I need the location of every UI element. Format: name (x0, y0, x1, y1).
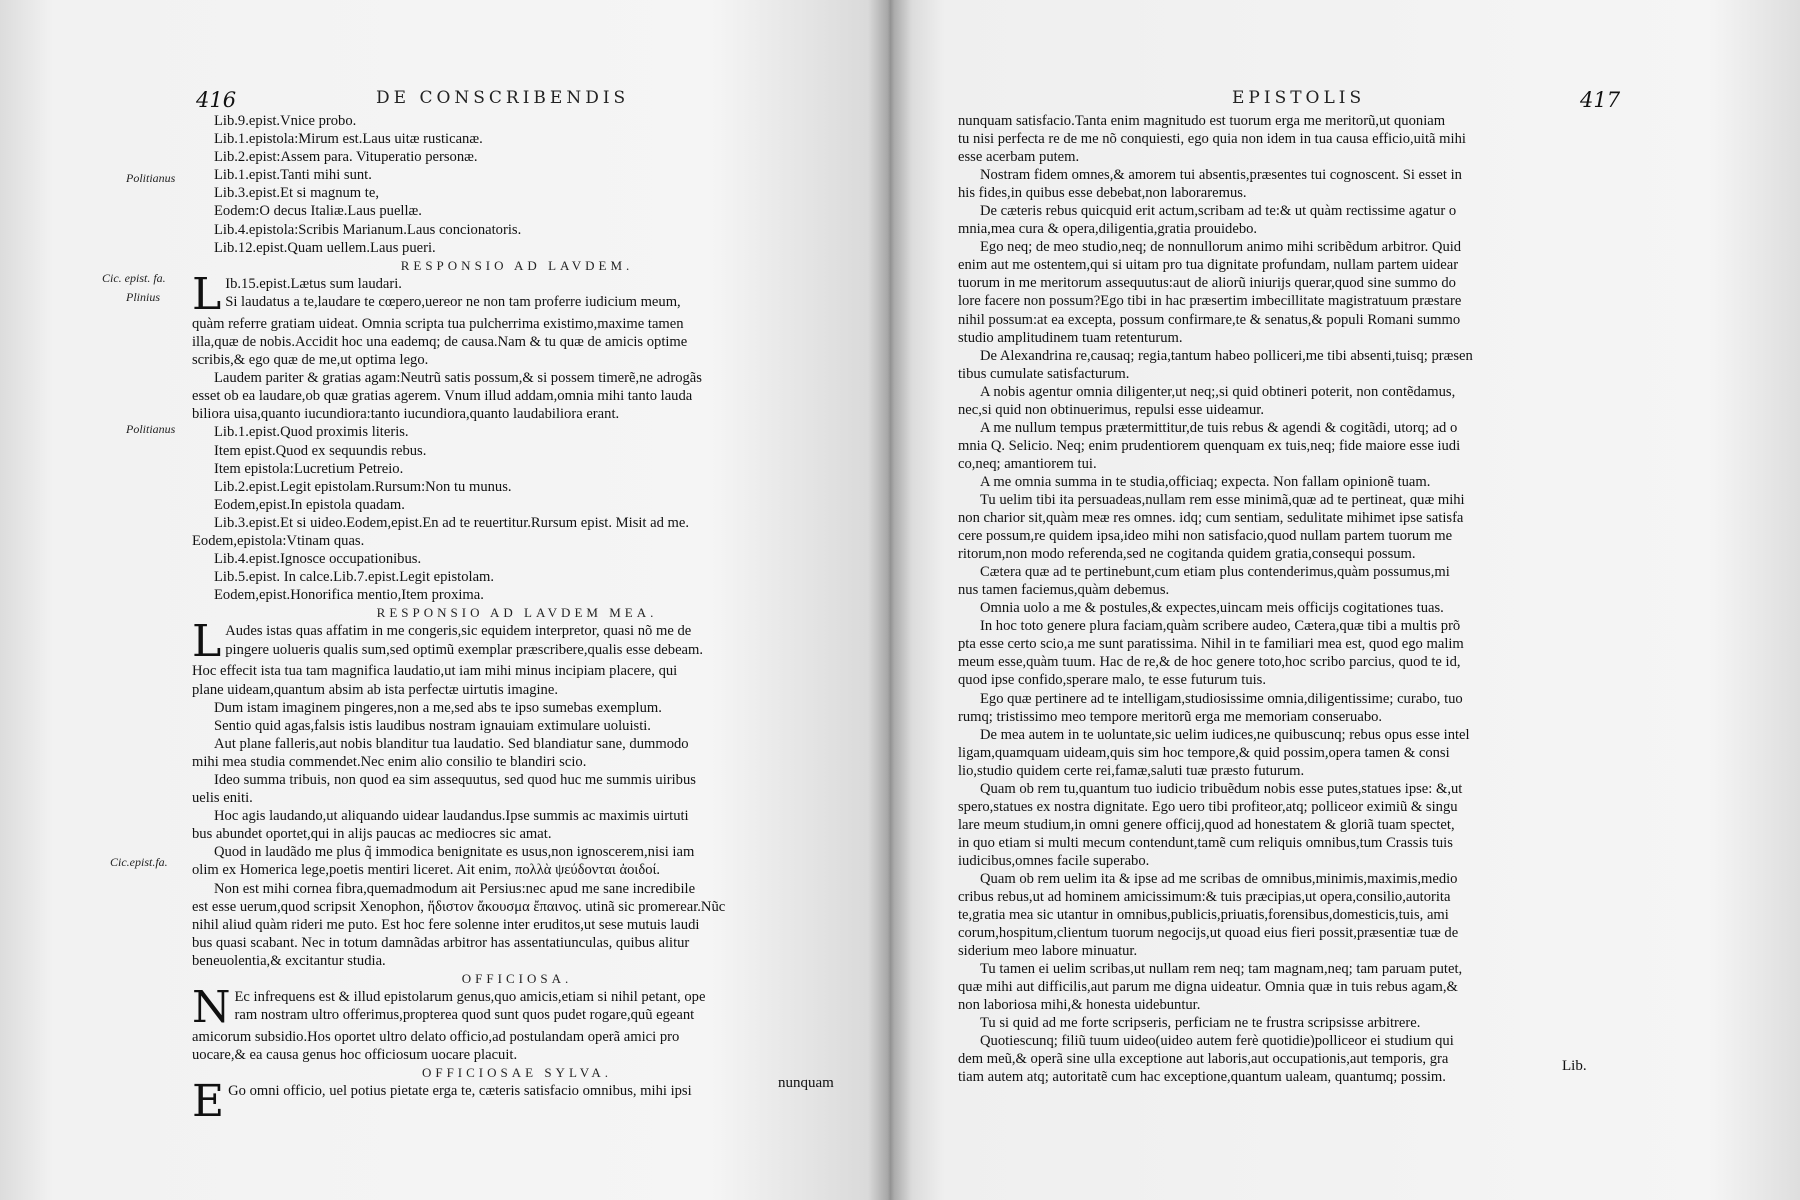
text-line: Lib.12.epist.Quam uellem.Laus pueri. (214, 239, 436, 256)
text-line: his fides,in quibus esse debebat,non laboraremus. (958, 185, 1247, 202)
text-line: In hoc toto genere plura faciam,quàm scribere audeo, Cætera,quæ tibi a multis prõ (980, 618, 1461, 635)
text-line: Item epist.Quod ex sequundis rebus. (214, 442, 427, 459)
text-line: ritorum,non modo referenda,sed ne cogitanda quidem gratia,consequi possum. (958, 546, 1416, 563)
margin-note: Plinius (126, 290, 161, 304)
text-line: Ib.15.epist.Lætus sum laudari. (225, 275, 402, 292)
right-running-head: EPISTOLIS (1232, 88, 1366, 108)
text-line: biliora uisa,quanto iucundiora:tanto iucundiora,quanto laudabiliora erant. (192, 406, 620, 423)
text-line: plane uideam,quantum absim ab ista perfectæ uirtutis imagine. (192, 681, 558, 698)
drop-cap: L (192, 616, 222, 668)
right-catchword: Lib. (1562, 1058, 1587, 1074)
text-line: Eodem,epist.Honorifica mentio,Item proxima. (214, 587, 484, 604)
text-line: De Alexandrina re,causaq; regia,tantum habeo polliceri,me tibi absenti,tuisq; præsen (980, 347, 1473, 364)
text-line: nihil aliud quàm rideri me puto. Est hoc fere solenne inter eruditos,ut sese mutuis laudi (192, 916, 700, 933)
text-line: A nobis agentur omnia diligenter,ut neq;,si quid obtineri poterit, non contẽdamus, (980, 383, 1456, 400)
text-line: mnia,mea cura & opera,diligentia,gratia prouidebo. (958, 221, 1258, 238)
text-line: Lib.9.epist.Vnice probo. (214, 113, 357, 129)
text-line: Dum istam imaginem pingeres,non a me,sed abs te ipso sumebas exemplum. (214, 699, 662, 716)
text-line: Ego neq; de meo studio,neq; de nonnullorum animo mihi scribẽdum arbitror. Quid (980, 239, 1462, 256)
text-line: cribus rebus,ut ad hominem amicissimum:& tuis præcipias,ut opera,consilio,autorita (958, 889, 1451, 906)
text-line: Lib.2.epist.Legit epistolam.Rursum:Non tu munus. (214, 478, 512, 495)
text-line: esset ob ea laudare,ob quæ gratias agerem. Vnum illud addam,omnia mihi tanto lauda (192, 388, 693, 405)
margin-note: Politianus (126, 171, 176, 185)
margin-note: Cic.epist.fa. (110, 855, 168, 869)
text-line: Quod in laudãdo me plus q̃ immodica benignitate es usus,non ignoscerem,nisi iam (214, 844, 695, 861)
section-heading: RESPONSIO AD LAVDEM. (400, 257, 634, 273)
text-line: corum,hospitum,clientum tuorum negocijs,ut quoad eius fieri possit,præsentiæ tuæ de (958, 925, 1459, 942)
margin-note: Cic. epist. fa. (102, 271, 166, 285)
text-line: Laudem pariter & gratias agam:Neutrũ satis possum,& si possem timerẽ,ne adrogãs (214, 370, 702, 387)
text-line: quàm referre gratiam uideat. Omnia scripta tua pulcherrima existimo,maxime tamen (192, 315, 684, 332)
margin-note: Politianus (126, 422, 176, 436)
text-line: olim ex Homerica lege,poetis mentiri liceret. Ait enim, πολλὰ ψεύδονται ἀοιδοί. (192, 862, 661, 879)
right-folio: 417 (1580, 88, 1621, 112)
text-line: Sentio quid agas,falsis istis laudibus nostram ignauiam extimulare uoluisti. (214, 717, 651, 734)
text-line: uelis eniti. (192, 790, 253, 807)
text-line: tuorum in me meritorum assequutus:aut de aliorũ iniurijs querar,quod sine summo do (958, 275, 1456, 292)
text-line: rumq; tristissimo meo tempore meritorũ erga me memoriam conseruabo. (958, 708, 1383, 725)
text-line: uocare,& ea causa genus hoc officiosum uocare placuit. (192, 1047, 518, 1064)
text-line: Tu tamen ei uelim scribas,ut nullam rem neq; tam magnam,neq; tam paruam putet, (980, 961, 1463, 978)
text-line: Non est mihi cornea fibra,quemadmodum ait Persius:nec apud me sane incredibile (214, 880, 696, 897)
text-line: Cætera quæ ad te pertinebunt,cum etiam plus contenderimus,quàm possumus,mi (980, 564, 1450, 581)
text-line: lio,studio quidem certe rei,famæ,saluti tuæ præsto futurum. (958, 762, 1305, 779)
left-running-head: DE CONSCRIBENDIS (376, 88, 630, 108)
text-line: Lib.1.epist.Quod proximis literis. (214, 424, 409, 441)
text-line: Lib.3.epist.Et si magnum te, (214, 185, 379, 202)
text-line: Lib.4.epist.Ignosce occupationibus. (214, 551, 422, 568)
text-line: Aut plane falleris,aut nobis blanditur tua laudatio. Sed blandiatur sane, dummodo (214, 735, 689, 752)
text-line: Lib.1.epistola:Mirum est.Laus uitæ rusticanæ. (214, 131, 483, 148)
text-line: cere possum,re quidem ipsa,ideo mihi non satisfacio,quod nullam partem tuorum me (958, 528, 1453, 545)
text-line: scribis,& ego quæ de me,ut optima lego. (192, 352, 429, 369)
text-line: Ec infrequens est & illud epistolarum genus,quo amicis,etiam si nihil petant, ope (234, 989, 706, 1006)
text-line: Nostram fidem omnes,& amorem tui absentis,præsentes tui cognoscent. Si esset in (980, 167, 1462, 184)
text-line: Hoc agis laudando,ut aliquando uidear laudandus.Ipse summis ac maximis uirtuti (214, 808, 689, 825)
text-line: nunquam satisfacio.Tanta enim magnitudo est tuorum erga me meritorũ,ut quoniam (958, 113, 1446, 129)
drop-cap: E (192, 1076, 225, 1128)
text-line: nihil possum:at ea excepta, possum confirmare,te & senatus,& populi Romani summo (958, 311, 1461, 328)
text-line: pingere uolueris qualis sum,sed optimũ exemplar præscribere,qualis esse debeam. (225, 641, 704, 658)
text-line: Lib.1.epist.Tanti mihi sunt. (214, 167, 372, 184)
left-page-text (192, 112, 842, 1128)
right-page-text (958, 112, 1598, 1087)
book-gutter (868, 0, 912, 1200)
text-line: A me nullum tempus prætermittitur,de tuis rebus & agendi & cogitãdi, utorq; ad o (980, 419, 1458, 436)
text-line: tiam autem atq; autoritatẽ cum hac exceptione,quantum ualeam, quantumq; possim. (958, 1069, 1446, 1086)
text-line: co,neq; amantiorem tui. (958, 455, 1097, 472)
text-line: studio amplitudinem tuam retenturum. (958, 329, 1183, 346)
officiosae-sylva-block (192, 1076, 842, 1128)
text-line: beneuolentia,& excitantur studia. (192, 952, 386, 969)
text-line: Quam ob rem uelim ita & ipse ad me scribas de omnibus,minimis,maximis,medio (980, 870, 1458, 887)
text-line: Ego quæ pertinere ad te intelligam,studiosissime omnia,diligentissime; curabo, tuo (980, 690, 1463, 707)
text-line: Tu si quid ad me forte scripseris, perficiam ne te frustra scripsisse arbitrere. (980, 1015, 1421, 1032)
text-line: mnia Q. Selicio. Neq; enim prudentiorem quenquam ex tuis,neq; fide maiore esse iudi (958, 437, 1461, 454)
text-line: Item epistola:Lucretium Petreio. (214, 460, 404, 477)
text-line: te,gratia mea sic utantur in omnibus,publicis,priuatis,forensibus,domesticis,tuis, ami (958, 907, 1449, 924)
text-line: Go omni officio, uel potius pietate erga te, cæteris satisfacio omnibus, mihi ipsi (228, 1083, 692, 1100)
text-line: in quo etiam si multi mecum contendunt,tamẽ cum reliquis omnibus,tum Crassis tuis (958, 834, 1453, 851)
text-line: non laboriosa mihi,& honesta uidebuntur. (958, 997, 1201, 1014)
text-line: pta esse certo scio,a me sunt paratissima. Nihil in te familiari mea est, quod ego malim (958, 636, 1464, 653)
text-line: mihi mea studia commendet.Nec enim alio consilio te blandiri scio. (192, 753, 587, 770)
text-line: Lib.4.epistola:Scribis Marianum.Laus concionatoris. (214, 221, 522, 238)
text-line: amicorum subsidio.Hos oportet ultro delato officio,ad postulandam operã amici pro (192, 1029, 680, 1046)
text-line: siderium meo labore minuatur. (958, 943, 1138, 960)
text-line: iudicibus,omnes facile superabo. (958, 852, 1150, 869)
text-line: quod ipse confido,sperare malo, te esse futurum tuis. (958, 672, 1267, 689)
text-line: tu nisi perfecta re de me nõ conquiesti, ego quia non idem in tua causa efficio,uitã mihi (958, 131, 1466, 148)
text-line: illa,quæ de nobis.Accidit hoc una eademq; de causa.Nam & tu quæ de amicis optime (192, 333, 688, 350)
text-line: nec,si quid non obtinuerimus, repulsi esse uideamur. (958, 401, 1265, 418)
text-line: lore facere non possum?Ego tibi in hac præsertim imbecillitate magistratuum præstare (958, 293, 1462, 310)
responsio-block (192, 268, 842, 605)
text-line: ram nostram ultro offerimus,propterea quod sunt quos pudet rogare,quũ egeant (234, 1007, 695, 1024)
text-line: Ideo summa tribuis, non quod ea sim assequutus, sed quod huc me summis uiribus (214, 772, 696, 788)
text-line: esse acerbam putem. (958, 149, 1080, 166)
text-line: meum esse,quàm tuum. Hac de re,& de hoc genere toto,hoc scribo parcius, quod te id, (958, 654, 1461, 671)
reference-list-top (192, 112, 842, 257)
text-line: spero,statues ex nostra dignitate. Ego uero tibi profiteor,atq; polliceor eximiũ & singu (958, 798, 1458, 815)
text-line: dem meũ,& operã sine ulla exceptione aut laboris,aut occupationis,aut temporis, gra (958, 1051, 1449, 1068)
drop-cap: N (192, 982, 231, 1034)
text-line: Hoc effecit ista tua tam magnifica laudatio,ut iam mihi minus incipiam placere, qui (192, 663, 678, 680)
left-catchword: nunquam (778, 1075, 834, 1091)
text-line: est esse uerum,quod scripsit Xenophon, ἥδιστον ἄκουσμα ἔπαινος. utinã sic promerear.Nũc (192, 898, 726, 915)
text-line: Lib.3.epist.Et si uideo.Eodem,epist.En ad te reuertitur.Rursum epist. Misit ad me. (214, 514, 690, 531)
section-heading: OFFICIOSAE SYLVA. (421, 1065, 613, 1081)
text-line: Lib.5.epist. In calce.Lib.7.epist.Legit epistolam. (214, 569, 495, 586)
text-line: De mea autem in te uoluntate,sic uelim iudices,ne quibuscunq; rebus opus esse intel (980, 726, 1470, 743)
text-line: Eodem,epist.In epistola quadam. (214, 496, 405, 513)
text-line: enim aut me ostentem,qui si uitam pro tua dignitate profundam, nullam partem uidear (958, 257, 1459, 274)
text-line: Omnia uolo a me & postules,& expectes,uincam meis officijs cogitationes tuas. (980, 600, 1444, 617)
section-heading: OFFICIOSA. (461, 971, 573, 987)
text-line: tibus cumulate satisfacturum. (958, 365, 1130, 382)
drop-cap: L (192, 268, 222, 320)
responsio-mea-block (192, 616, 842, 970)
text-line: Lib.2.epist:Assem para. Vituperatio personæ. (214, 149, 478, 166)
officiosa-block (192, 982, 842, 1064)
left-folio: 416 (196, 88, 237, 112)
text-line: nus tamen faciemus,quàm debemus. (958, 582, 1170, 599)
section-heading: RESPONSIO AD LAVDEM MEA. (376, 605, 658, 621)
text-line: Eodem,epistola:Vtinam quas. (192, 532, 365, 549)
text-line: Si laudatus a te,laudare te cœpero,uereor ne non tam proferre iudicium meum, (225, 293, 681, 310)
text-line: A me omnia summa in te studia,officiaq; expecta. Non fallam opinionẽ tuam. (980, 473, 1431, 490)
text-line: Quotiescunq; filiũ tuum uideo(uideo autem ferè quotidie)polliceor ei studium qui (980, 1033, 1454, 1050)
text-line: ligam,quamquam uideam,quis sim hoc tempore,& quid possim,opera tamen & consi (958, 744, 1450, 761)
text-line: De cæteris rebus quicquid erit actum,scribam ad te:& ut quàm rectissime agatur o (980, 203, 1457, 220)
text-line: non charior sit,quàm meæ res omnes. idq; cum sentiam, sedulitate mihimet ipse satisfa (958, 510, 1464, 527)
text-line: quæ mihi aut difficilis,aut parum me digna uideatur. Omnia quæ in tuis rebus agam,& (958, 979, 1458, 996)
text-line: Tu uelim tibi ita persuadeas,nullam rem esse minimã,quæ ad te pertineat, quæ mihi (980, 491, 1465, 508)
text-line: Quam ob rem tu,quantum tuo iudicio tribuẽdum nobis esse putes,statues ipse: &,ut (980, 780, 1463, 797)
text-line: Eodem:O decus Italiæ.Laus puellæ. (214, 203, 422, 220)
text-line: bus quasi scabant. Nec in totum damnãdas arbitror has assentatiunculas, quibus alitur (192, 934, 690, 951)
text-line: Audes istas quas affatim in me congeris,sic equidem interpretor, quasi nõ me de (225, 623, 692, 640)
text-line: lare meum studium,in omni genere officij,quod ad honestatem & gloriã tuam spectet, (958, 816, 1455, 833)
text-line: bus abundet oportet,qui in alijs paucas ac mediocres sic amat. (192, 826, 552, 843)
